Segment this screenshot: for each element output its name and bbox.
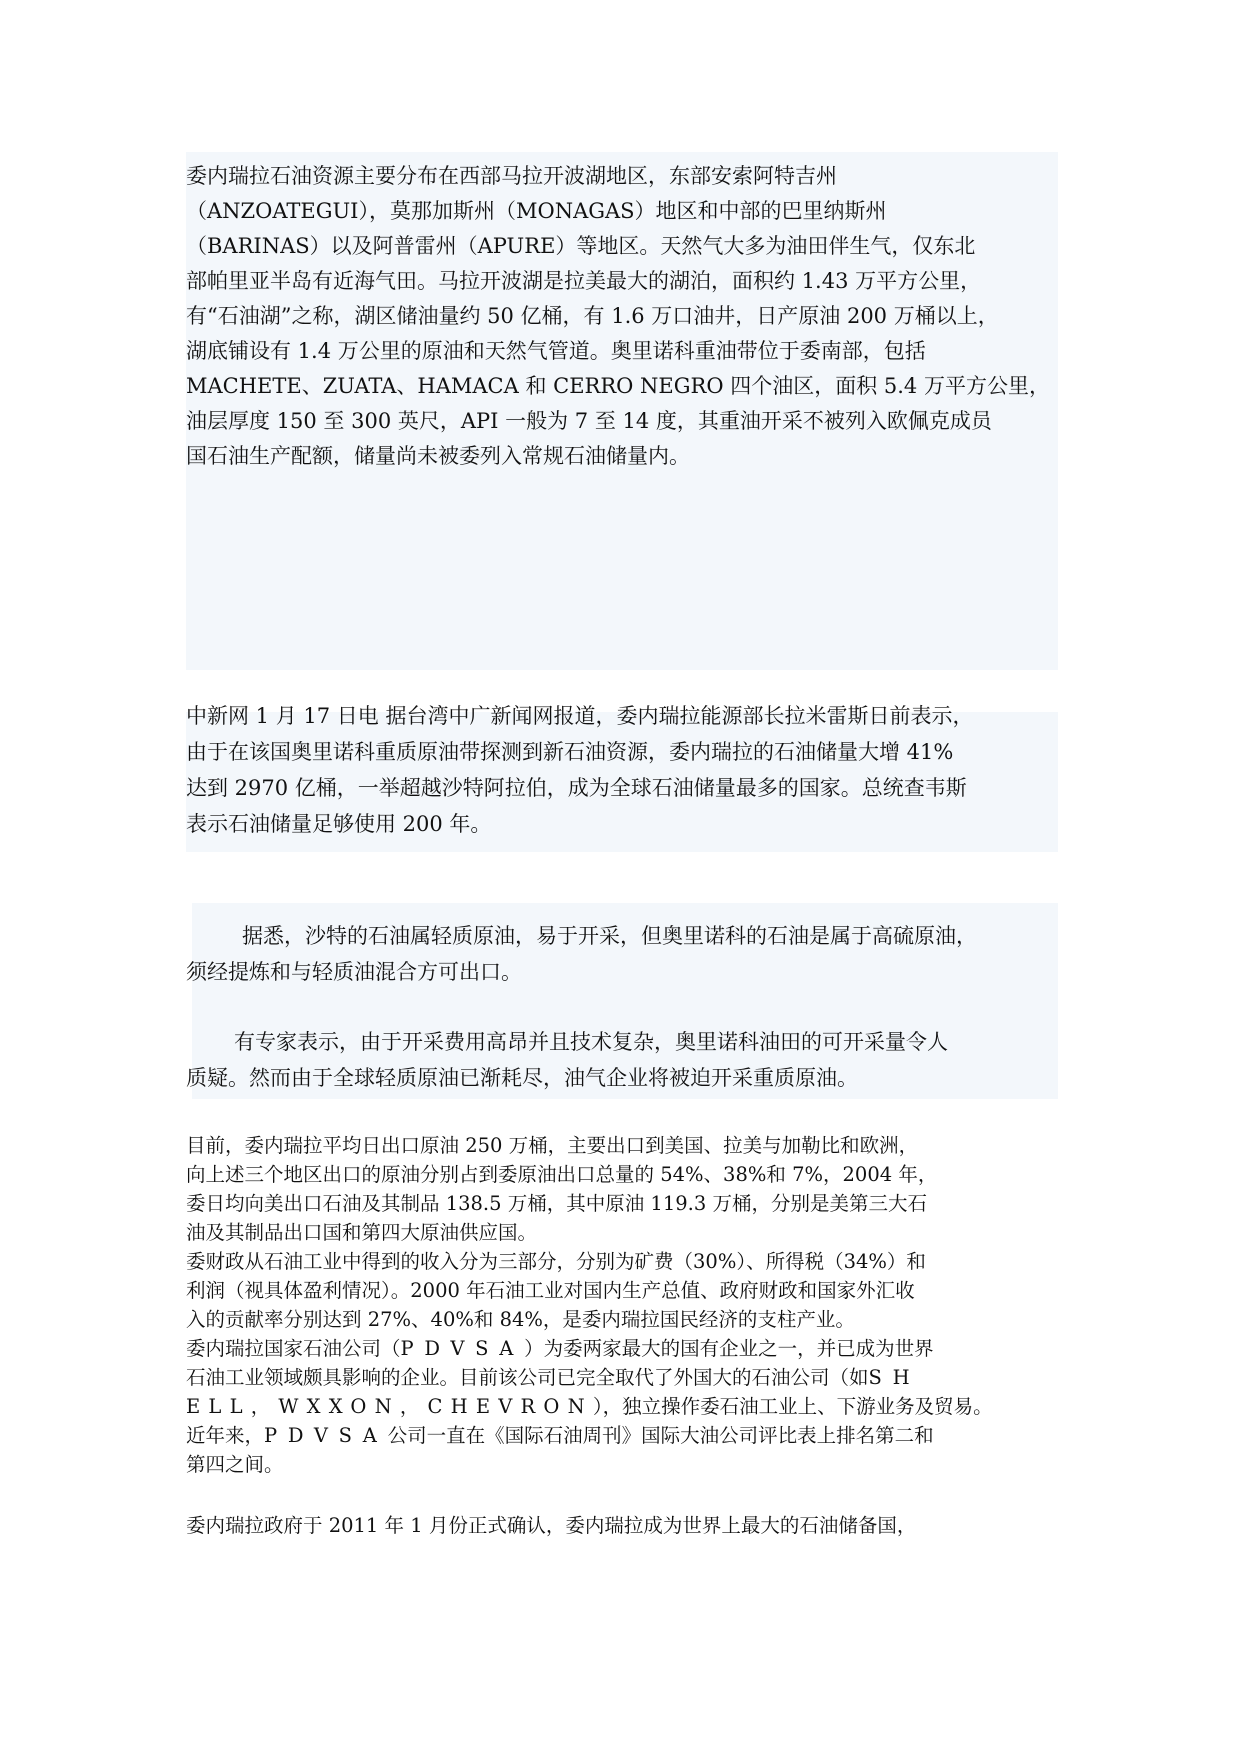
text-line: 目前，委内瑞拉平均日出口原油 250 万桶，主要出口到美国、拉美与加勒比和欧洲， (186, 1134, 919, 1157)
text-line (186, 1363, 993, 1392)
paragraph-exports (186, 1131, 937, 1247)
text-line (186, 1421, 993, 1450)
text-line: 有专家表示，由于开采费用高昂并且技术复杂，奥里诺科油田的可开采量令人 (234, 1030, 948, 1054)
text-line: 油层厚度 150 至 300 英尺，API 一般为 7 至 14 度，其重油开采不被列入欧佩克成员 (186, 409, 992, 433)
text-line: 油及其制品出口国和第四大原油供应国。 (186, 1221, 538, 1244)
text-run: 石油工业领域颇具影响的企业。目前该公司已完全取代了外国大的石油公司（如 (186, 1366, 869, 1389)
text-run: 公司一直在《国际石油周刊》国际大油公司评比表上排名第二和 (387, 1424, 934, 1447)
text-line: 国石油生产配额，储量尚未被委列入常规石油储量内。 (186, 444, 690, 468)
text-line: （BARINAS）以及阿普雷州（APURE）等地区。天然气大多为油田伴生气，仅东北 (186, 234, 976, 258)
text-line: 中新网 1 月 17 日电 据台湾中广新闻网报道，委内瑞拉能源部长拉米雷斯日前表示， (186, 704, 974, 728)
paragraph-saudi-comparison (186, 918, 977, 990)
text-line: 由于在该国奥里诺科重质原油带探测到新石油资源，委内瑞拉的石油储量大增 41% (186, 740, 954, 764)
text-line: 利润（视具体盈利情况）。2000 年石油工业对国内生产总值、政府财政和国家外汇收 (186, 1279, 915, 1302)
text-line: 有“石油湖”之称，湖区储油量约 50 亿桶，有 1.6 万口油井，日产原油 200 万桶以上， (186, 304, 999, 328)
paragraph-fiscal-revenue (186, 1247, 926, 1334)
text-line: 表示石油储量足够使用 200 年。 (186, 812, 492, 836)
text-run: SH (868, 1366, 921, 1389)
text-line: （ANZOATEGUI），莫那加斯州（MONAGAS）地区和中部的巴里纳斯州 (186, 199, 887, 223)
text-run: ）为委两家最大的国有企业之一，并已成为世界 (524, 1337, 934, 1360)
text-line: 湖底铺设有 1.4 万公里的原油和天然气管道。奥里诺科重油带位于委南部，包括 (186, 339, 926, 363)
text-run: PDVSA (400, 1337, 525, 1360)
text-run: ELL，WXXON，CHEVRON (186, 1395, 593, 1418)
text-line: 据悉，沙特的石油属轻质原油，易于开采，但奥里诺科的石油是属于高硫原油， (242, 924, 977, 948)
text-line: 须经提炼和与轻质油混合方可出口。 (186, 960, 522, 984)
paragraph-reserve-confirmation (186, 1511, 916, 1540)
text-line: 达到 2970 亿桶，一举超越沙特阿拉伯，成为全球石油储量最多的国家。总统查韦斯 (186, 776, 967, 800)
text-line (186, 1334, 993, 1363)
text-line: 第四之间。 (186, 1453, 284, 1476)
text-run: ），独立操作委石油工业上、下游业务及贸易。 (592, 1395, 993, 1418)
text-line: 入的贡献率分别达到 27%、40%和 84%，是委内瑞拉国民经济的支柱产业。 (186, 1308, 855, 1331)
text-line: 质疑。然而由于全球轻质原油已渐耗尽，油气企业将被迫开采重质原油。 (186, 1066, 858, 1090)
text-line: 委财政从石油工业中得到的收入分为三部分，分别为矿费（30%）、所得税（34%）和 (186, 1250, 926, 1273)
paragraph-expert-opinion (186, 1024, 948, 1096)
paragraph-news-report (186, 698, 973, 842)
text-line: MACHETE、ZUATA、HAMACA 和 CERRO NEGRO 四个油区，面积 5.4 万平方公里， (186, 374, 1050, 398)
text-line: 委内瑞拉政府于 2011 年 1 月份正式确认，委内瑞拉成为世界上最大的石油储备国， (186, 1514, 917, 1537)
text-line: 委内瑞拉石油资源主要分布在西部马拉开波湖地区，东部安索阿特吉州 (186, 164, 837, 188)
text-line: 委日均向美出口石油及其制品 138.5 万桶，其中原油 119.3 万桶，分别是美第三大石 (186, 1192, 927, 1215)
text-run: 近年来， (186, 1424, 265, 1447)
paragraph-oil-resources (186, 159, 1050, 474)
text-run: PDVSA (264, 1424, 388, 1447)
text-run: 委内瑞拉国家石油公司（ (186, 1337, 401, 1360)
paragraph-pdvsa (186, 1334, 993, 1479)
text-line (186, 1392, 993, 1421)
text-line: 向上述三个地区出口的原油分别占到委原油出口总量的 54%、38%和 7%，2004 年， (186, 1163, 938, 1186)
text-line: 部帕里亚半岛有近海气田。马拉开波湖是拉美最大的湖泊，面积约 1.43 万平方公里， (186, 269, 982, 293)
